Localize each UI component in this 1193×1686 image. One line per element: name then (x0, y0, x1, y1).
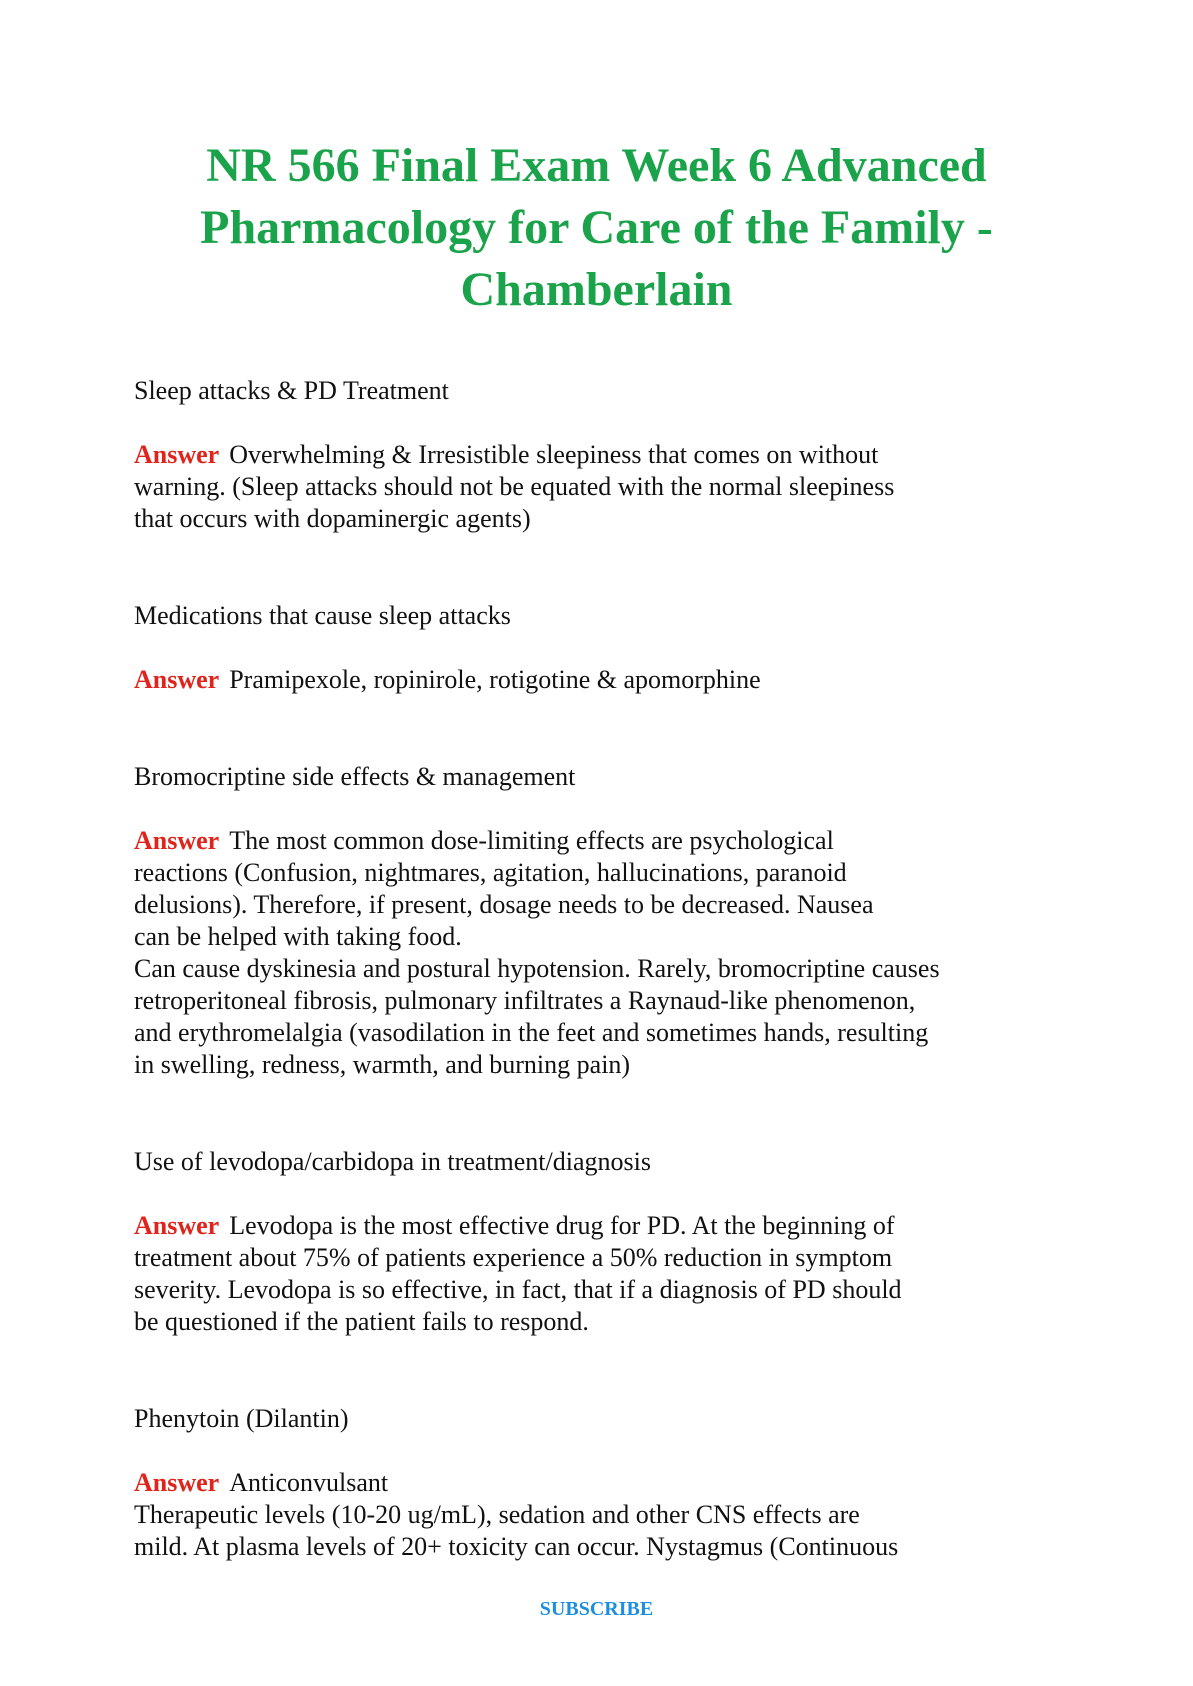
answer-line: reactions (Confusion, nightmares, agitation, hallucinations, paranoid (134, 858, 847, 887)
qa-item (134, 375, 1094, 535)
answer-line (134, 1467, 1094, 1499)
answer-line (134, 1210, 1094, 1242)
qa-item (134, 761, 1094, 1081)
answer-line: mild. At plasma levels of 20+ toxicity can occur. Nystagmus (Continuous (134, 1532, 899, 1561)
answer-block (134, 1467, 1094, 1563)
answer-text: Levodopa is the most effective drug for PD. At the beginning of (229, 1211, 895, 1240)
answer-line: retroperitoneal fibrosis, pulmonary infiltrates a Raynaud-like phenomenon, (134, 986, 916, 1015)
answer-line: Therapeutic levels (10-20 ug/mL), sedation and other CNS effects are (134, 1500, 860, 1529)
answer-text: The most common dose-limiting effects are psychological (229, 826, 834, 855)
title-line: Pharmacology for Care of the Family - (200, 201, 993, 254)
answer-line: and erythromelalgia (vasodilation in the feet and sometimes hands, resulting (134, 1018, 929, 1047)
answer-line: be questioned if the patient fails to respond. (134, 1307, 589, 1336)
question-text: Medications that cause sleep attacks (134, 601, 511, 630)
answer-line: warning. (Sleep attacks should not be equated with the normal sleepiness (134, 472, 895, 501)
answer-label: Answer (134, 440, 220, 469)
answer-line: severity. Levodopa is so effective, in fact, that if a diagnosis of PD should (134, 1275, 902, 1304)
question-text: Bromocriptine side effects & management (134, 762, 576, 791)
answer-text: Overwhelming & Irresistible sleepiness that comes on without (229, 440, 879, 469)
title-line: Chamberlain (460, 263, 733, 316)
answer-text: Pramipexole, ropinirole, rotigotine & apomorphine (229, 665, 761, 694)
qa-item (134, 1403, 1094, 1563)
subscribe-link[interactable]: SUBSCRIBE (539, 1598, 654, 1620)
answer-line (134, 825, 1094, 857)
question-text: Phenytoin (Dilantin) (134, 1404, 349, 1433)
answer-line: treatment about 75% of patients experience a 50% reduction in symptom (134, 1243, 893, 1272)
answer-label: Answer (134, 665, 220, 694)
document-title (150, 135, 1043, 321)
answer-label: Answer (134, 1211, 220, 1240)
answer-label: Answer (134, 826, 220, 855)
answer-block (134, 825, 1094, 1081)
answer-line: that occurs with dopaminergic agents) (134, 504, 531, 533)
answer-line: in swelling, redness, warmth, and burning pain) (134, 1050, 631, 1079)
qa-item (134, 600, 1094, 696)
title-line: NR 566 Final Exam Week 6 Advanced (206, 139, 987, 192)
answer-block (134, 664, 1094, 696)
question-text: Use of levodopa/carbidopa in treatment/diagnosis (134, 1147, 651, 1176)
answer-line: can be helped with taking food. (134, 922, 462, 951)
answer-line: Can cause dyskinesia and postural hypotension. Rarely, bromocriptine causes (134, 954, 940, 983)
answer-text: Anticonvulsant (229, 1468, 389, 1497)
answer-block (134, 1210, 1094, 1338)
answer-line (134, 439, 1094, 471)
question-text: Sleep attacks & PD Treatment (134, 376, 449, 405)
qa-item (134, 1146, 1094, 1338)
qa-list (134, 375, 1094, 1628)
answer-block (134, 439, 1094, 535)
answer-line: delusions). Therefore, if present, dosage needs to be decreased. Nausea (134, 890, 874, 919)
answer-label: Answer (134, 1468, 220, 1497)
answer-line (134, 664, 1094, 696)
